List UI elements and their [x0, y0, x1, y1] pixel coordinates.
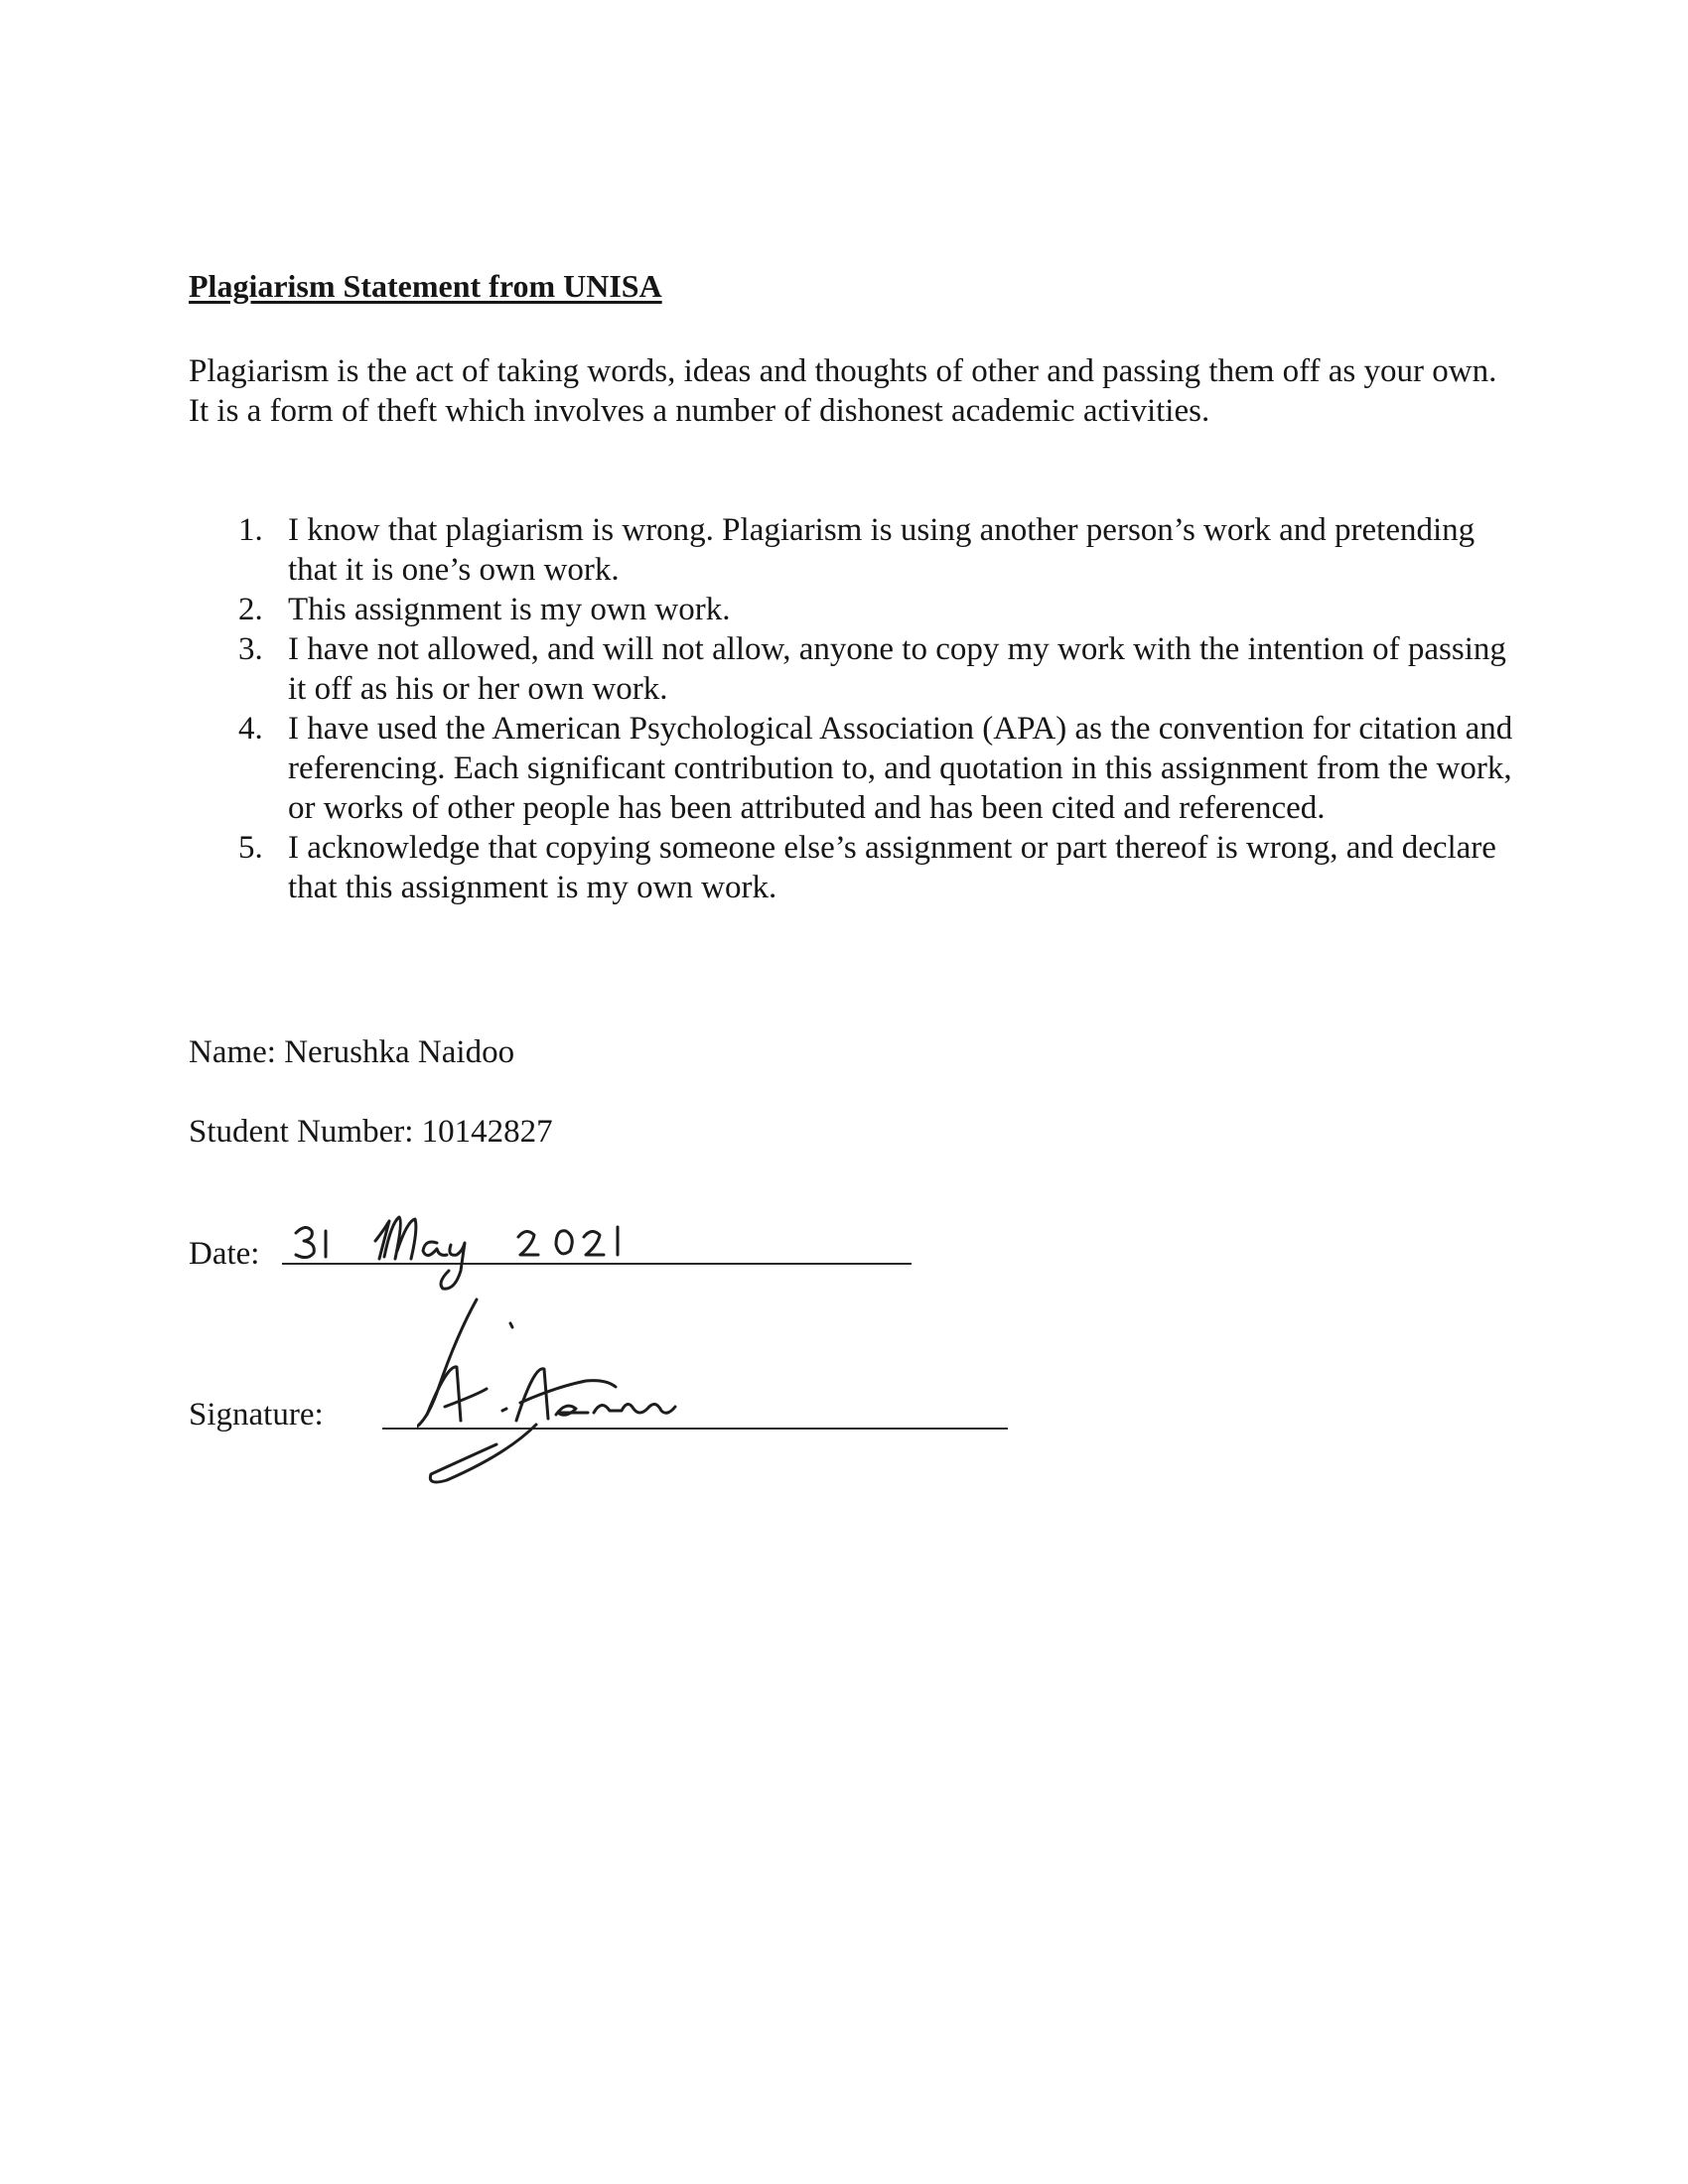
intro-paragraph: Plagiarism is the act of taking words, ideas and thoughts of other and passing them off as your own. It is a form of theft which involves a number of dishonest academic activities.: [189, 353, 1497, 429]
signature-label: Signature:: [189, 1397, 324, 1433]
declaration-list: [189, 510, 1519, 907]
list-item: [189, 590, 1519, 629]
date-label: Date:: [189, 1236, 260, 1272]
name-field: [189, 1032, 514, 1072]
list-item-text: I have used the American Psychological Association (APA) as the convention for citation and referencing. Each significant contribution to, and quotation in this assignment from the work, or works of other people has been attributed and has been cited and referenced.: [288, 711, 1513, 826]
list-item-number: 1.: [238, 512, 263, 548]
student-number-field: [189, 1112, 553, 1152]
name-value: Nerushka Naidoo: [284, 1034, 515, 1070]
handwritten-year: [518, 1227, 618, 1255]
student-number-label: Student Number:: [189, 1114, 414, 1150]
list-item-number: 2.: [238, 592, 263, 627]
list-item-text: I acknowledge that copying someone else’s assignment or part thereof is wrong, and declare that this assignment is my own work.: [288, 830, 1496, 905]
list-item: [189, 629, 1519, 709]
list-item-text: I know that plagiarism is wrong. Plagiarism is using another person’s work and pretending that it is one’s own work.: [288, 512, 1476, 588]
list-item-text: This assignment is my own work.: [288, 592, 731, 627]
list-item-text: I have not allowed, and will not allow, anyone to copy my work with the intention of passing it off as his or her own work.: [288, 631, 1506, 707]
list-item: [189, 510, 1519, 590]
list-item-number: 5.: [238, 830, 263, 866]
list-item: [189, 828, 1519, 907]
list-item-number: 4.: [238, 711, 263, 747]
list-item-number: 3.: [238, 631, 263, 667]
student-number-value: 10142827: [421, 1114, 553, 1150]
handwritten-day: [296, 1227, 326, 1257]
signature-graphic: [417, 1296, 735, 1484]
handwritten-month: [375, 1217, 465, 1289]
list-item: [189, 709, 1519, 828]
document-title: Plagiarism Statement from UNISA: [189, 268, 662, 304]
name-label: Name:: [189, 1034, 276, 1070]
